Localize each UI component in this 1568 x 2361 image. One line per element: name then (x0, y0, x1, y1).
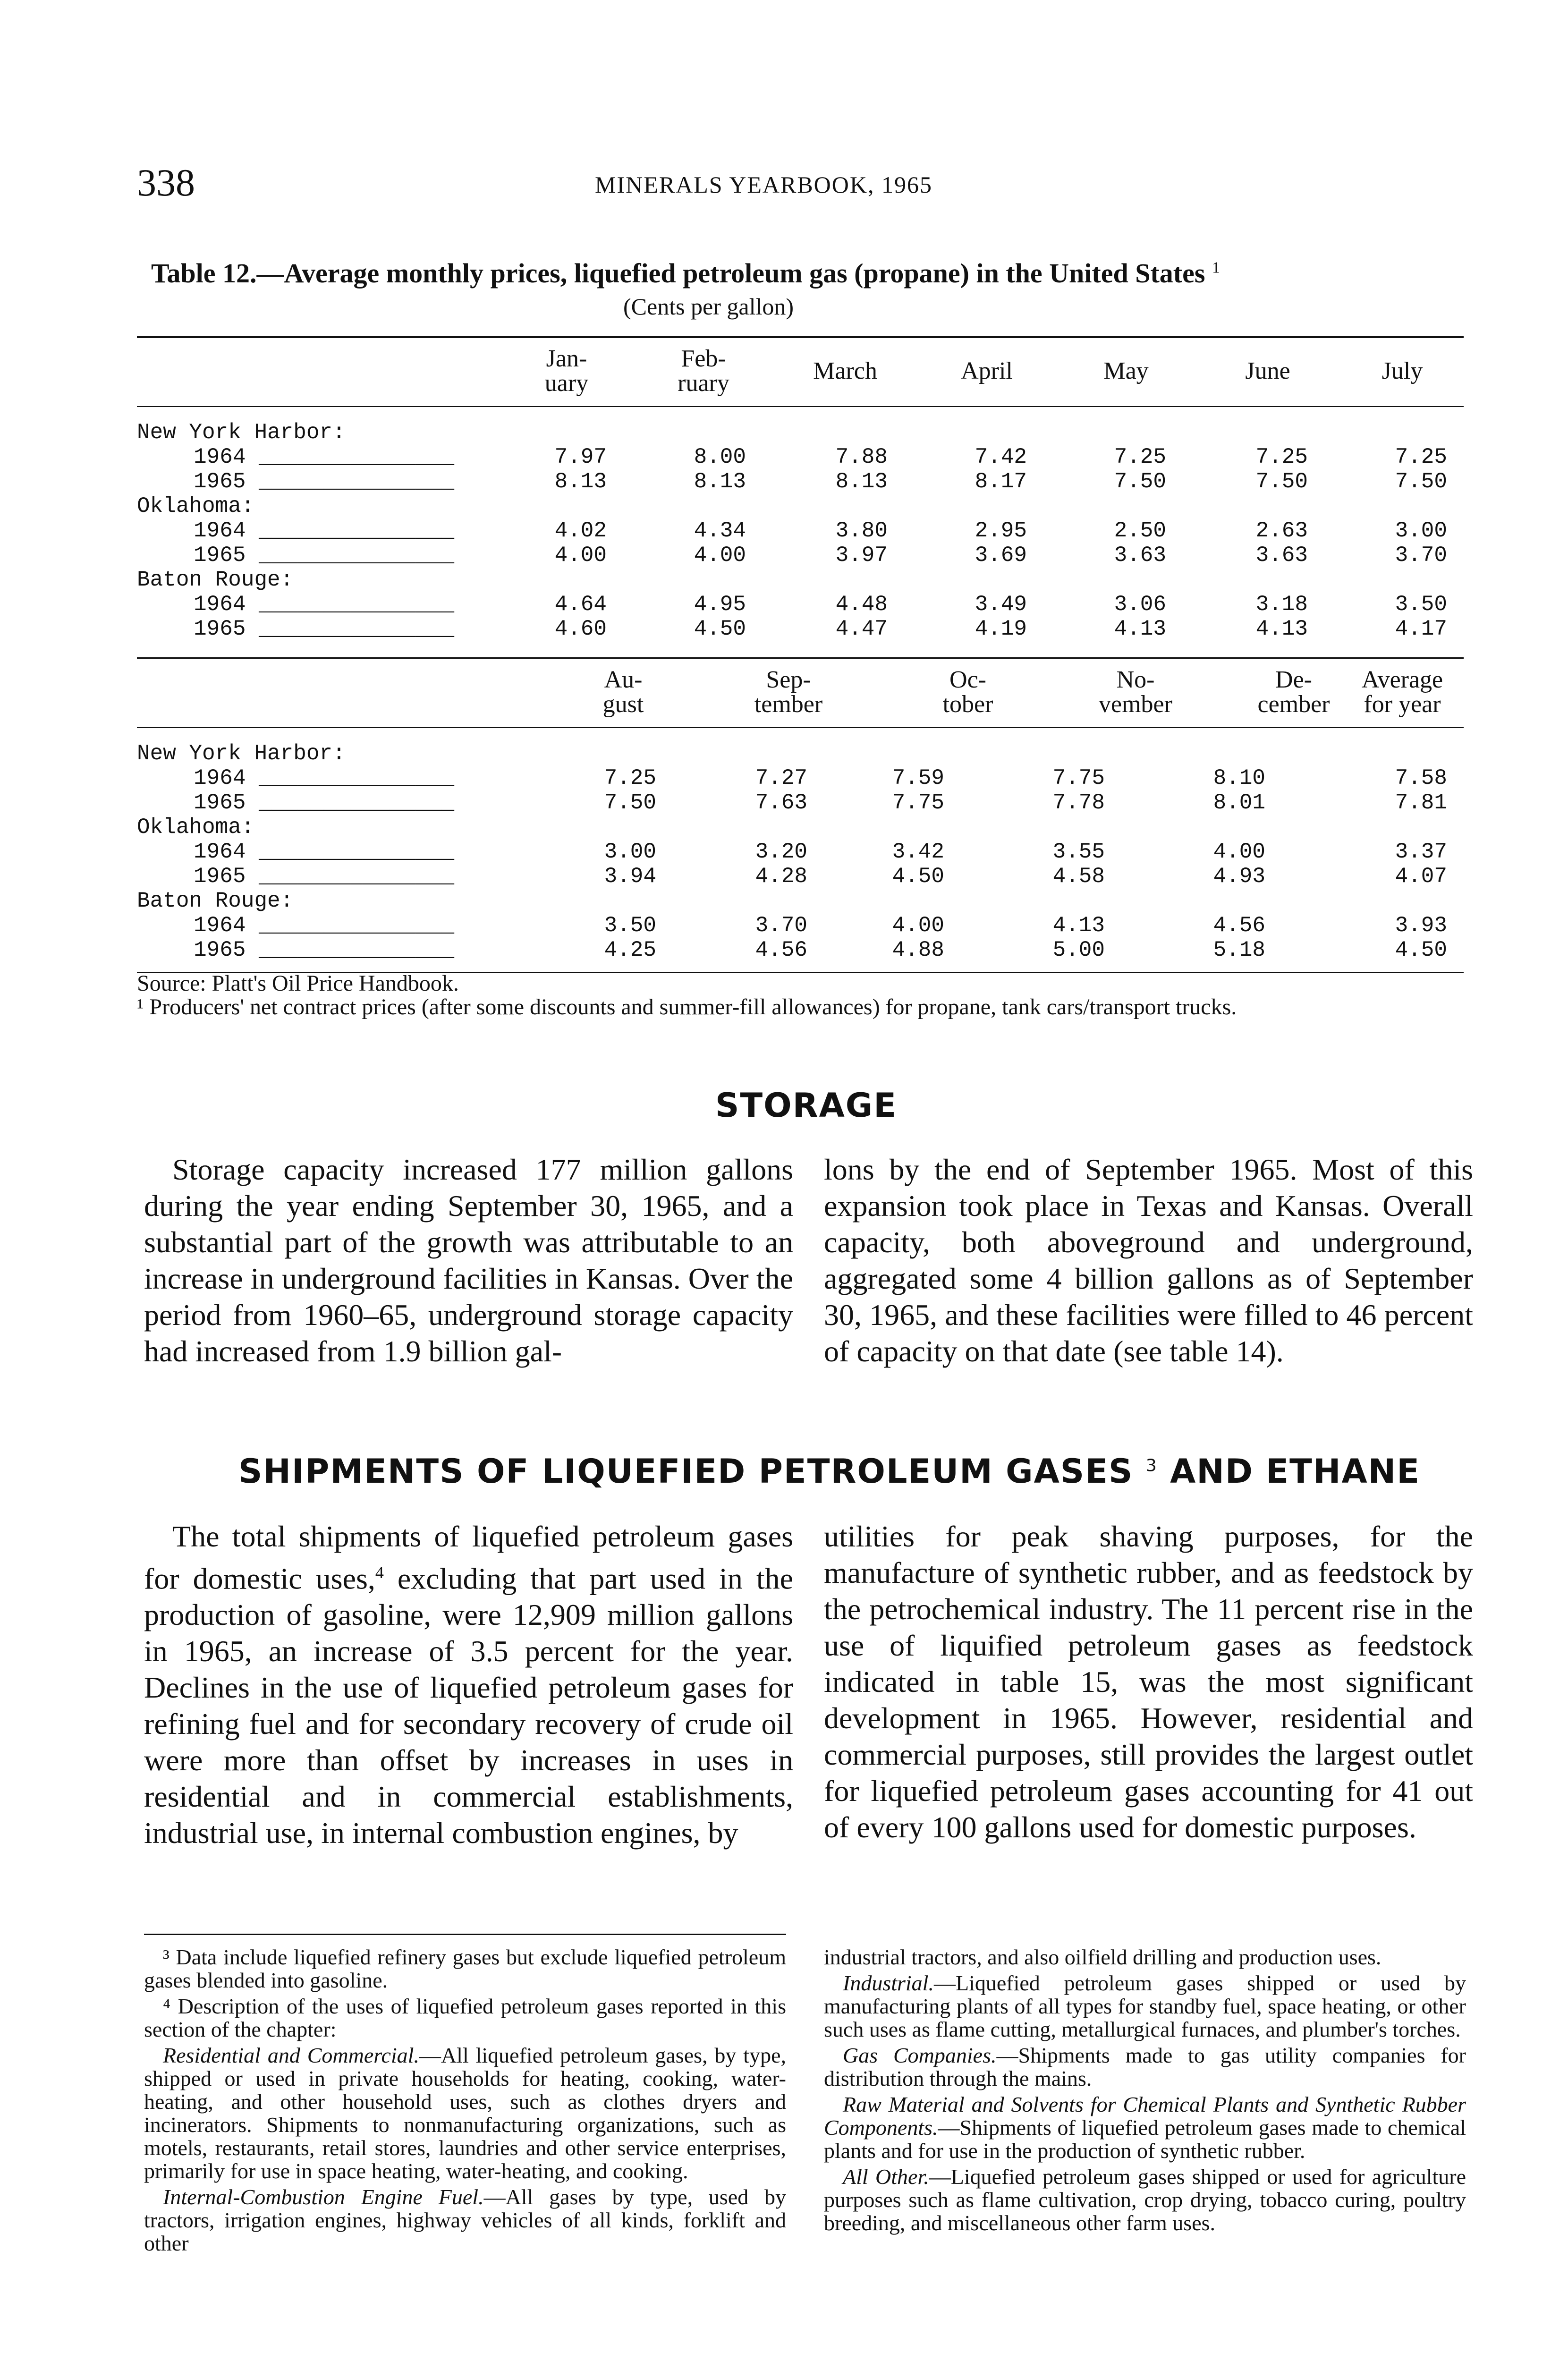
column-header: De- cember (1257, 666, 1330, 718)
table-part1-header (137, 345, 1464, 406)
table-row (137, 592, 1464, 617)
table-cell: 7.63 (755, 790, 807, 815)
table-footnote-1: ¹ Producers' net contract prices (after some discounts and summer-fill allowances) for propane, tank cars/transport trucks. (137, 994, 1237, 1019)
table-cell: 3.06 (1114, 592, 1166, 617)
table-cell: 3.63 (1114, 543, 1166, 568)
row-year-label: 1965 _______________ (194, 864, 455, 889)
column-header: June (1245, 357, 1290, 384)
table-cell: 7.50 (604, 790, 656, 815)
table-header-rule-1 (137, 406, 1464, 407)
table-row (137, 617, 1464, 641)
footnote-3: ³ Data include liquefied refinery gases but exclude liquefied petroleum gases blended into gasoline. (144, 1945, 786, 1992)
row-year-label: 1964 _______________ (194, 592, 455, 617)
group-name: New York Harbor: (137, 741, 346, 766)
table-cell: 7.58 (1395, 766, 1447, 790)
storage-paragraph-1: Storage capacity increased 177 million gallons during the year ending September 30, 1965, and a substantial part of the growth was attributable to an increase in underground facilities in Kansas. Over the period from 1960–65, underground storage capacity had increased from 1.9 billion gal- (144, 1153, 793, 1368)
footnote-all-other: All Other.—Liquefied petroleum gases shipped or used for agriculture purposes such as flame cultivation, crop drying, tobacco curing, poultry breeding, and miscellaneous other farm uses. (824, 2165, 1466, 2235)
table-cell: 3.18 (1255, 592, 1308, 617)
shipments-paragraph-2: utilities for peak shaving purposes, for the manufacture of synthetic rubber, and as feedstock by the petrochemical industry. The 11 percent rise in the use of liquified petroleum gases as feedstock indicated in table 15, was the most significant development in 1965. However, residential and commercial purposes, still provides the largest outlet for liquefied petroleum gases accounting for 41 out of every 100 gallons used for domestic purposes. (824, 1520, 1473, 1844)
table-cell: 8.00 (694, 445, 746, 469)
shipments-heading-footnote-marker: 3 (1145, 1456, 1158, 1476)
table-cell: 4.07 (1395, 864, 1447, 889)
group-name: Baton Rouge: (137, 568, 294, 592)
table-cell: 4.00 (554, 543, 607, 568)
table-row (137, 766, 1464, 790)
table-group-label (137, 494, 1464, 518)
storage-heading: STORAGE (715, 1086, 898, 1125)
table-cell: 7.75 (892, 790, 944, 815)
table-notes (137, 972, 1464, 1019)
table-cell: 3.42 (892, 840, 944, 864)
table-cell: 7.50 (1395, 469, 1447, 494)
shipments-heading: SHIPMENTS OF LIQUEFIED PETROLEUM GASES $^3$ AND ETHANE (238, 1452, 1421, 1491)
table-cell: 2.95 (975, 518, 1027, 543)
table-row (137, 864, 1464, 889)
column-header: April (961, 357, 1013, 384)
table-cell: 8.01 (1213, 790, 1265, 815)
column-header: No- vember (1099, 666, 1172, 718)
table-row (137, 913, 1464, 938)
table-cell: 3.97 (835, 543, 888, 568)
table-cell: 7.75 (1052, 766, 1105, 790)
storage-column-2 (824, 1151, 1473, 1369)
table-cell: 4.50 (694, 617, 746, 641)
column-header: Feb- ruary (678, 345, 729, 397)
footnote-residential: Residential and Commercial.—All liquefied petroleum gases, by type, shipped or used in private households for heating, cooking, water-heating, and other household uses, such as clothes dryers and incinerators. Shipments to nonmanufacturing organizations, such as motels, restaurants, retail stores, laundries and other service enterprises, primarily for use in space heating, water-heating, and cooking. (144, 2043, 786, 2183)
table-cell: 4.64 (554, 592, 607, 617)
footnote-gas-companies: Gas Companies.—Shipments made to gas utility companies for distribution through the mains. (824, 2043, 1466, 2090)
row-year-label: 1964 _______________ (194, 913, 455, 938)
table-title (151, 257, 1220, 289)
footnote-continuation: industrial tractors, and also oilfield drilling and production uses. (824, 1945, 1382, 1969)
table-cell: 3.80 (835, 518, 888, 543)
table-cell: 3.50 (1395, 592, 1447, 617)
group-name: New York Harbor: (137, 420, 346, 445)
table-cell: 4.48 (835, 592, 888, 617)
table-cell: 5.18 (1213, 938, 1265, 962)
table-cell: 7.25 (1114, 445, 1166, 469)
table-group-label (137, 741, 1464, 766)
table-cell: 7.88 (835, 445, 888, 469)
table-cell: 3.50 (604, 913, 656, 938)
table-cell: 4.95 (694, 592, 746, 617)
row-year-label: 1965 _______________ (194, 617, 455, 641)
table-cell: 2.50 (1114, 518, 1166, 543)
table-row (137, 790, 1464, 815)
column-header: July (1382, 357, 1423, 384)
table-cell: 3.00 (1395, 518, 1447, 543)
table-top-rule (137, 336, 1464, 338)
table-cell: 4.28 (755, 864, 807, 889)
table-cell: 7.42 (975, 445, 1027, 469)
table-cell: 4.13 (1114, 617, 1166, 641)
table-unit: (Cents per gallon) (623, 293, 794, 320)
table-title-footnote-marker: 1 (1212, 259, 1220, 277)
table-group-label (137, 568, 1464, 592)
table-row (137, 840, 1464, 864)
table-cell: 7.78 (1052, 790, 1105, 815)
footnote-industrial: Industrial.—Liquefied petroleum gases shipped or used by manufacturing plants of all types for standby fuel, space heating, or other such uses as flame cutting, metallurgical furnaces, and plumber's torches. (824, 1971, 1466, 2041)
table-cell: 4.00 (892, 913, 944, 938)
footnote-rule (144, 1934, 786, 1935)
table-cell: 2.63 (1255, 518, 1308, 543)
table-cell: 4.88 (892, 938, 944, 962)
table-cell: 7.50 (1114, 469, 1166, 494)
shipments-column-2 (824, 1518, 1473, 1845)
table-group-label (137, 420, 1464, 445)
table-cell: 7.81 (1395, 790, 1447, 815)
table-cell: 8.10 (1213, 766, 1265, 790)
table-title-text: Table 12.—Average monthly prices, liquefied petroleum gas (propane) in the United States (151, 258, 1205, 289)
table-cell: 4.93 (1213, 864, 1265, 889)
footnotes-column-2 (824, 1945, 1466, 2237)
shipments-column-1 (144, 1518, 793, 1851)
footnote-marker-4: 4 (375, 1563, 384, 1582)
storage-paragraph-2: lons by the end of September 1965. Most of this expansion took place in Texas and Kansas. Overall capacity, both aboveground and underground, aggregated some 4 billion gallons as of September 30, 1965, and these facilities were filled to 46 percent of capacity on that date (see table 14). (824, 1153, 1473, 1368)
table-cell: 4.13 (1255, 617, 1308, 641)
table-cell: 4.56 (755, 938, 807, 962)
table-cell: 4.13 (1052, 913, 1105, 938)
table-row (137, 469, 1464, 494)
table-cell: 4.47 (835, 617, 888, 641)
column-header: May (1103, 357, 1149, 384)
footnote-4: ⁴ Description of the uses of liquefied petroleum gases reported in this section of the chapter: (144, 1994, 786, 2041)
table-cell: 4.25 (604, 938, 656, 962)
table-cell: 4.17 (1395, 617, 1447, 641)
table-group-label (137, 815, 1464, 840)
table-part1-body (137, 420, 1464, 642)
table-part2-header (137, 666, 1464, 727)
row-year-label: 1964 _______________ (194, 445, 455, 469)
table-row (137, 938, 1464, 962)
running-head: MINERALS YEARBOOK, 1965 (595, 171, 932, 198)
table-cell: 4.50 (892, 864, 944, 889)
table-cell: 8.17 (975, 469, 1027, 494)
table-header-rule-2 (137, 727, 1464, 728)
table-cell: 3.69 (975, 543, 1027, 568)
group-name: Oklahoma: (137, 494, 254, 518)
table-cell: 4.56 (1213, 913, 1265, 938)
table-cell: 7.50 (1255, 469, 1308, 494)
table-row (137, 445, 1464, 469)
table-cell: 5.00 (1052, 938, 1105, 962)
footnote-raw-material: Raw Material and Solvents for Chemical Plants and Synthetic Rubber Components.—Shipments of liquefied petroleum gases made to chemical plants and for use in the production of synthetic rubber. (824, 2092, 1466, 2163)
table-part2-body (137, 741, 1464, 968)
footnotes-column-1 (144, 1945, 786, 2258)
table-cell: 4.00 (694, 543, 746, 568)
group-name: Oklahoma: (137, 815, 254, 840)
table-cell: 7.25 (1395, 445, 1447, 469)
table-row (137, 543, 1464, 568)
table-cell: 7.25 (1255, 445, 1308, 469)
table-cell: 8.13 (694, 469, 746, 494)
table-source: Source: Platt's Oil Price Handbook. (137, 971, 459, 996)
column-header: March (813, 357, 877, 384)
table-row (137, 518, 1464, 543)
table-cell: 4.60 (554, 617, 607, 641)
table-mid-rule (137, 657, 1464, 659)
row-year-label: 1965 _______________ (194, 543, 455, 568)
table-cell: 3.20 (755, 840, 807, 864)
table-cell: 3.70 (755, 913, 807, 938)
shipments-paragraph-1: The total shipments of liquefied petroleum gases for domestic uses,$^4$ excluding that part used in the production of gasoline, were 12,909 million gallons in 1965, an increase of 3.5 percent for the year. Declines in the use of liquefied petroleum gases for refining fuel and for secondary recovery of crude oil were more than offset by increases in uses in residential and in commercial establishments, industrial use, in internal combustion engines, by (144, 1520, 794, 1850)
column-header: Average for year (1361, 666, 1443, 718)
table-cell: 8.13 (554, 469, 607, 494)
row-year-label: 1965 _______________ (194, 469, 455, 494)
column-header: Jan- uary (544, 345, 589, 397)
column-header: Sep- tember (754, 666, 823, 718)
table-cell: 3.55 (1052, 840, 1105, 864)
footnote-internal-combustion: Internal-Combustion Engine Fuel.—All gases by type, used by tractors, irrigation engines, highway vehicles of all kinds, forklift and other (144, 2185, 786, 2255)
table-cell: 4.34 (694, 518, 746, 543)
storage-column-1 (144, 1151, 793, 1369)
row-year-label: 1965 _______________ (194, 790, 455, 815)
table-cell: 3.93 (1395, 913, 1447, 938)
table-cell: 3.63 (1255, 543, 1308, 568)
row-year-label: 1964 _______________ (194, 766, 455, 790)
table-cell: 7.59 (892, 766, 944, 790)
table-cell: 7.25 (604, 766, 656, 790)
table-cell: 7.27 (755, 766, 807, 790)
row-year-label: 1964 _______________ (194, 840, 455, 864)
table-cell: 4.58 (1052, 864, 1105, 889)
table-cell: 4.02 (554, 518, 607, 543)
table-cell: 4.19 (975, 617, 1027, 641)
table-group-label (137, 889, 1464, 913)
table-cell: 4.00 (1213, 840, 1265, 864)
page-number: 338 (137, 161, 195, 204)
table-cell: 3.49 (975, 592, 1027, 617)
table-cell: 4.50 (1395, 938, 1447, 962)
row-year-label: 1964 _______________ (194, 518, 455, 543)
table-cell: 3.37 (1395, 840, 1447, 864)
row-year-label: 1965 _______________ (194, 938, 455, 962)
table-cell: 3.94 (604, 864, 656, 889)
column-header: Oc- tober (942, 666, 993, 718)
column-header: Au- gust (602, 666, 644, 718)
table-cell: 3.00 (604, 840, 656, 864)
table-cell: 7.97 (554, 445, 607, 469)
table-cell: 3.70 (1395, 543, 1447, 568)
group-name: Baton Rouge: (137, 889, 294, 913)
table-cell: 8.13 (835, 469, 888, 494)
